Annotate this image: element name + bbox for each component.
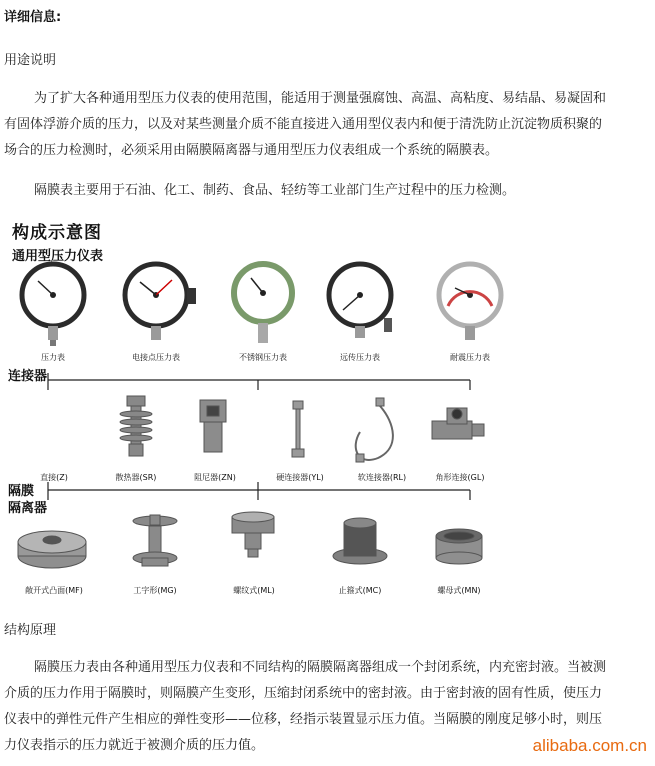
separator-label-ml: 螺纹式(ML) xyxy=(233,586,275,595)
connector-label-zn: 阻尼器(ZN) xyxy=(194,473,236,482)
separator-group-label-1: 隔膜 xyxy=(8,484,35,499)
connector-yl xyxy=(292,401,304,457)
usage-paragraph-1 xyxy=(4,86,654,164)
usage-paragraph-2: 隔膜表主要用于石油、化工、制药、食品、轻纺等工业部门生产过程中的压力检测。 xyxy=(34,183,516,198)
connector-zn xyxy=(200,400,226,452)
separator-mg xyxy=(133,515,177,566)
gauge-5 xyxy=(439,264,501,340)
separator-label-mg: 工字形(MG) xyxy=(133,586,177,595)
separator-label-mf: 敞开式凸面(MF) xyxy=(25,586,83,595)
separator-group-label-2: 隔离器 xyxy=(8,501,48,516)
gauge-label-1: 压力表 xyxy=(41,353,65,362)
gauge-label-4: 远传压力表 xyxy=(340,353,380,362)
structure-line-2: 介质的压力作用于隔膜时，则隔膜产生变形，压缩封闭系统中的密封液。由于密封液的固有性质，使压力 xyxy=(4,686,603,701)
usage-heading: 用途说明 xyxy=(4,53,57,68)
connector-label-rl: 软连接器(RL) xyxy=(357,473,407,482)
separator-mc xyxy=(333,518,387,564)
connector-label-sr: 散热器(SR) xyxy=(115,473,157,482)
separator-mn xyxy=(436,529,482,564)
structure-line-3: 仪表中的弹性元件产生相应的弹性变形——位移，经指示装置显示压力值。当隔膜的刚度足够小时，则压 xyxy=(4,712,603,727)
separator-label-mn: 螺母式(MN) xyxy=(437,586,481,595)
usage-line-2: 有固体浮游介质的压力，以及对某些测量介质不能直接进入通用型仪表内和便于清洗防止沉淀物质积聚的 xyxy=(4,117,603,132)
gauge-2 xyxy=(125,264,196,340)
gauge-1 xyxy=(22,264,84,346)
connector-bracket xyxy=(48,373,470,390)
structure-line-1: 隔膜压力表由各种通用型压力仪表和不同结构的隔膜隔离器组成一个封闭系统，内充密封液。当被测 xyxy=(34,660,607,675)
diagram-graphics xyxy=(0,218,655,602)
diagram-title: 构成示意图 xyxy=(12,223,102,243)
separator-mf xyxy=(18,531,86,568)
gauge-label-2: 电接点压力表 xyxy=(132,353,180,362)
gauge-label-3: 不锈钢压力表 xyxy=(239,353,287,362)
usage-line-3: 场合的压力检测时，必须采用由隔膜隔离器与通用型压力仪表组成一个系统的隔膜表。 xyxy=(4,143,499,158)
gauge-4 xyxy=(329,264,392,338)
gauge-3 xyxy=(234,264,292,343)
usage-line-1: 为了扩大各种通用型压力仪表的使用范围，能适用于测量强腐蚀、高温、高粘度、易结晶、易凝固和 xyxy=(34,91,607,106)
connector-group-label: 连接器 xyxy=(8,369,48,384)
connector-label-z: 直接(Z) xyxy=(40,473,68,482)
connector-rl xyxy=(356,398,393,462)
gauge-group-label: 通用型压力仪表 xyxy=(12,249,104,264)
connector-label-gl: 角形连接(GL) xyxy=(435,473,485,482)
separator-bracket xyxy=(48,482,470,500)
separator-ml xyxy=(232,512,274,557)
gauge-label-5: 耐震压力表 xyxy=(450,353,490,362)
watermark: alibaba.com.cn xyxy=(532,736,647,755)
connector-label-yl: 硬连接器(YL) xyxy=(276,473,324,482)
structure-heading: 结构原理 xyxy=(4,623,57,638)
connector-gl xyxy=(432,408,484,439)
composition-diagram xyxy=(0,218,655,602)
page-title: 详细信息: xyxy=(4,10,62,25)
structure-line-4: 力仪表指示的压力就近于被测介质的压力值。 xyxy=(4,738,265,753)
connector-sr xyxy=(120,396,152,456)
separator-label-mc: 止箍式(MC) xyxy=(338,586,382,595)
